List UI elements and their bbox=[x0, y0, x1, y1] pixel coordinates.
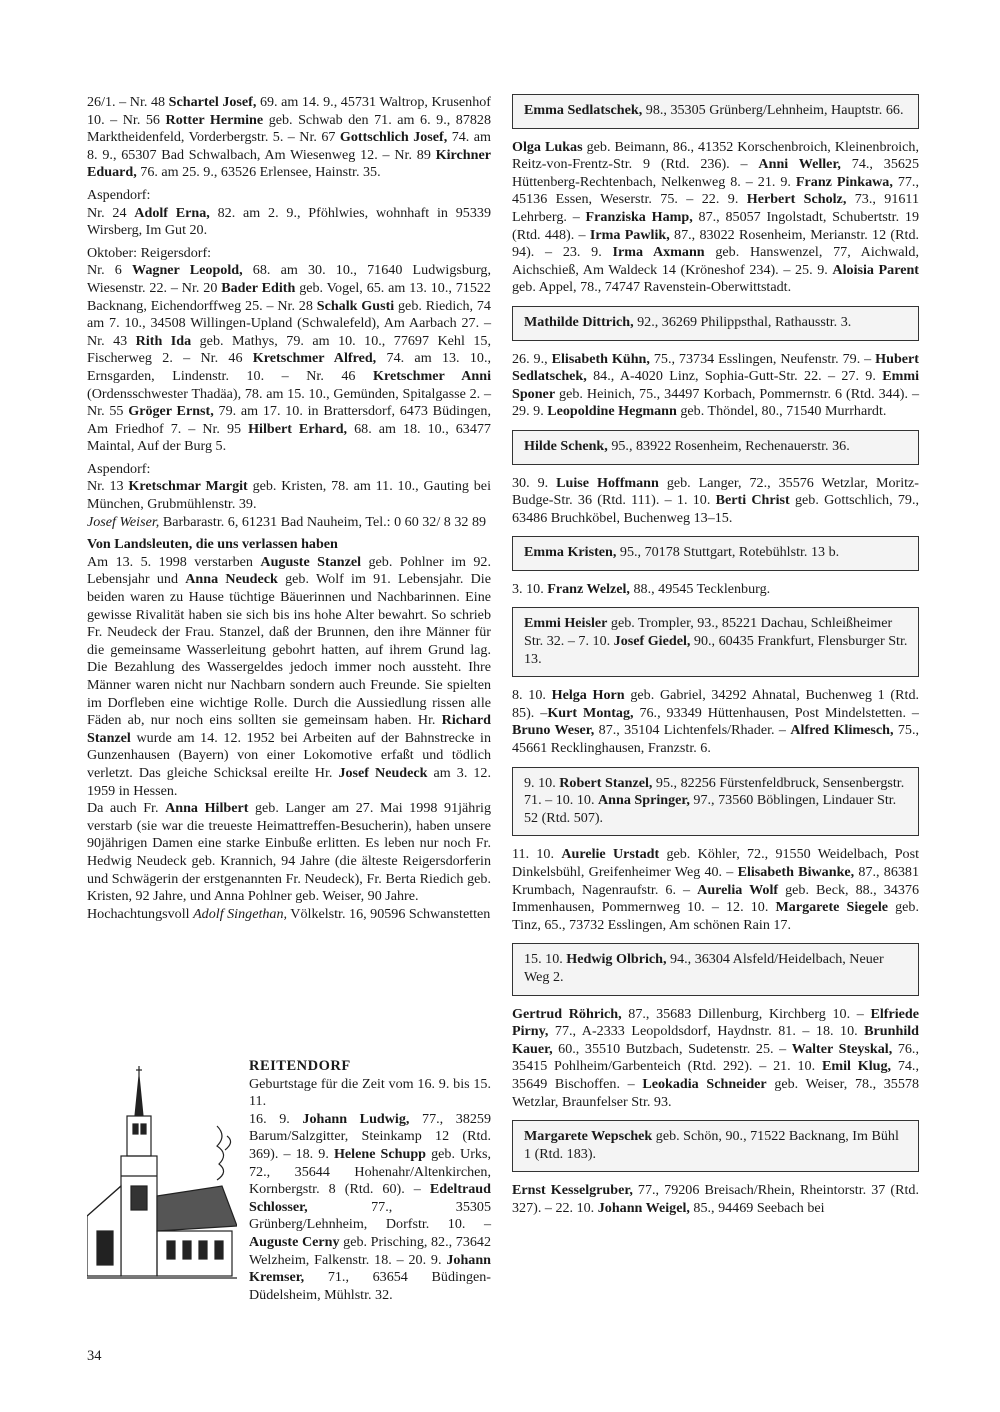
text-run: Nr. 6 bbox=[87, 262, 133, 279]
highlight-box bbox=[512, 767, 919, 837]
bold-name: Anni Weller, bbox=[758, 156, 841, 173]
text-run: 92., 36269 Philippsthal, Rathausstr. 3. bbox=[633, 313, 852, 330]
box-text bbox=[524, 775, 908, 828]
text-run: 84., A-4020 Linz, Sophia-Gutt-Str. 22. – 27. 9. bbox=[586, 368, 883, 385]
text-run: Geburtstage für die Zeit vom 16. 9. bis 15. 11. bbox=[249, 1075, 491, 1110]
bold-name: Franz Pinkawa, bbox=[795, 173, 893, 190]
text-run: (Ordensschwester Thadäa), 78. am 15. 10., Gemünden, Spitalgasse 2. – Nr. 55 bbox=[87, 385, 491, 420]
entry-paragraph bbox=[512, 581, 919, 599]
aspendorf-september bbox=[87, 187, 491, 240]
text-run: 95., 83922 Rosenheim, Rechenauerstr. 36. bbox=[607, 437, 850, 454]
bold-name: Johann Ludwig, bbox=[302, 1110, 410, 1127]
text-run: 26/1. – Nr. 48 bbox=[87, 94, 169, 110]
reitendorf-section bbox=[87, 1058, 491, 1308]
bold-name: Leokadia Schneider bbox=[642, 1075, 767, 1092]
bold-name: Gröger Ernst, bbox=[128, 403, 214, 420]
box-text bbox=[524, 615, 908, 668]
box-text bbox=[524, 438, 908, 456]
box-text bbox=[524, 544, 908, 562]
bold-name: Josef Giedel, bbox=[613, 633, 691, 650]
highlight-box bbox=[512, 94, 919, 129]
entry-paragraph bbox=[87, 94, 491, 182]
text-run: Oktober: Reigersdorf: bbox=[87, 244, 212, 261]
bold-name: Emmi Heisler bbox=[524, 615, 608, 632]
text-run: Am 13. 5. 1998 verstarben bbox=[87, 553, 261, 570]
bold-name: Schartel Josef, bbox=[168, 94, 257, 110]
text-run: 77., 45136 Essen, Weserstr. 75. – 22. 9. bbox=[512, 173, 919, 208]
bold-name: Aurelie Urstadt bbox=[561, 846, 660, 863]
text-run: geb. Thöndel, 80., 71540 Murrhardt. bbox=[676, 403, 887, 420]
text-run: geb. Kristen, 78. am 11. 10., Gauting bei München, Grubmühlenstr. 39. bbox=[87, 478, 491, 513]
bold-name: Auguste Stanzel bbox=[260, 553, 362, 570]
bold-name: Emma Kristen, bbox=[524, 544, 617, 561]
bold-name: Hubert Sedlatschek, bbox=[512, 350, 919, 385]
text-run: 95., 82256 Fürstenfeldbruck, Sensenbergstr. 71. – 10. 10. bbox=[524, 774, 905, 809]
entry-paragraph bbox=[512, 687, 919, 757]
bold-name: Anna Springer, bbox=[598, 792, 690, 809]
text-run: 74., 35625 Hüttenberg-Rechtenbach, Nelkenweg 8. – 21. 9. bbox=[512, 156, 920, 190]
text-run: Da auch Fr. bbox=[87, 800, 166, 817]
bold-name: Mathilde Dittrich, bbox=[524, 313, 634, 330]
bold-name: Emil Klug, bbox=[821, 1058, 892, 1075]
highlight-box bbox=[512, 430, 919, 465]
text-run: 77., 79206 Breisach/Rhein, Rheintorstr. 37 (Rtd. 327). – 22. 10. bbox=[512, 1182, 919, 1216]
text-run: geb. Wolf im 91. Lebensjahr. Die beiden waren zu Hause tüchtige Bäuerinnen und Nachbarinnen. Eine gewisse Rivalität haben sie sich bis ins hohe Alter bewahrt. So schrieb Fr. Neudeck der Frau. Stanzel, daß der Brunnen, den ihre Männer für die gemeinsame Wasserleitung gebohrt hatten, auf ihrem Grund lag. Die Bezahlung des Wassergeldes jedoch immer noch aussteht. Ihre Männer waren nicht nur Nachbarn sondern auch Freunde. Sie spielten im Dorfleben eine wichtige Rolle. Durch die Aussiedlung rissen alle Fäden ab, nur noch eins sollten sie gemeinsam haben. Hr. bbox=[87, 571, 491, 729]
right-column bbox=[512, 94, 919, 1227]
text-run: Nr. 13 bbox=[87, 478, 129, 495]
text-run: 95., 70178 Stuttgart, Rotebühlstr. 13 b. bbox=[616, 544, 840, 561]
text-run: 74. am 8. 9., 65307 Bad Schwalbach, Am Wiesenweg 12. – Nr. 89 bbox=[87, 129, 491, 163]
box-text bbox=[524, 314, 908, 332]
bold-name: Edeltraud Schlosser, bbox=[249, 1181, 491, 1215]
bold-name: Robert Stanzel, bbox=[559, 774, 653, 791]
text-run: 87., 85057 Ingolstadt, Schubertstr. 19 (Rtd. 448). – bbox=[512, 208, 919, 243]
text-run: 77., A-2333 Leopoldsdorf, Haydnstr. 81. – 18. 10. bbox=[548, 1023, 865, 1040]
bold-name: Emma Sedlatschek, bbox=[524, 102, 643, 118]
text-run: am 3. 12. 1959 in Hessen. bbox=[87, 764, 491, 799]
text-run: 15. 10. bbox=[524, 951, 567, 968]
bold-name: Aloisia Parent bbox=[832, 261, 919, 278]
text-run: 74. am 13. 10., Ernsgarden, Lindenstr. 10. – Nr. 46 bbox=[87, 350, 492, 384]
bold-name: Aurelia Wolf bbox=[697, 881, 779, 898]
text-run: Nr. 24 bbox=[87, 204, 135, 221]
text-run: geb. Pohlner im 92. Lebensjahr und bbox=[87, 553, 491, 588]
text-run: 16. 9. bbox=[249, 1110, 303, 1127]
highlight-box bbox=[512, 1120, 919, 1172]
bold-name: Alfred Klimesch, bbox=[790, 722, 894, 739]
bold-name: Hedwig Olbrich, bbox=[566, 951, 667, 968]
bold-name: Bruno Weser, bbox=[512, 722, 595, 739]
bold-name: Kretschmar Margit bbox=[128, 478, 248, 495]
bold-name: Bader Edith bbox=[221, 279, 296, 296]
italic-name: Adolf Singethan, bbox=[193, 905, 288, 922]
text-run: wurde am 14. 12. 1952 bei Arbeiten auf der Bahnstrecke in Gunzenhausen (Bayern) von einer Lokomotive erfaßt und tödlich verletzt. Das gleiche Schicksal ereilte Hr. bbox=[87, 729, 491, 781]
text-run: geb. Langer am 27. Mai 1998 91jährig verstarb (sie war die treueste Heimattreffen-Besucherin), haben unsere 90jährigen Damen eine starke Einbuße erlitten. Es leben nur noch Fr. Hedwig Neudeck geb. Krannich, 94 Jahre (die älteste Reigersdorferin und Schwägerin der erstgenannten Fr. Neudeck), Fr. Berta Riedich geb. Kristen, 92 Jahre, und Anna Pohlner geb. Weiser, 90 Jahre. bbox=[87, 800, 491, 905]
text-run: Hochachtungsvoll bbox=[87, 905, 194, 922]
text-run: 26. 9., bbox=[512, 350, 552, 367]
text-run: Aspendorf: bbox=[87, 460, 151, 477]
highlight-box bbox=[512, 536, 919, 571]
bold-name: Schalk Gusti bbox=[316, 297, 395, 314]
text-run: geb. Köhler, 72., 91550 Weidelbach, Post Dinkelsbühl, Greifenheimer Weg 40. – bbox=[512, 846, 919, 880]
bold-name: Anna Neudeck bbox=[185, 571, 278, 588]
text-run: 73., 91611 Lehrberg. – bbox=[512, 191, 919, 225]
obituary-paragraph bbox=[87, 554, 491, 800]
text-run: 98., 35305 Grünberg/Lehnheim, Hauptstr. 66. bbox=[642, 102, 904, 118]
text-run: geb. Appel, 78., 74747 Ravenstein-Oberwittstadt. bbox=[512, 279, 792, 296]
church-illustration bbox=[87, 1066, 237, 1296]
text-run: geb. Beck, 88., 34376 Immenhausen, Pommernweg 10. – 12. 10. bbox=[512, 881, 919, 916]
bold-name: Helene Schupp bbox=[333, 1145, 426, 1162]
text-run: 94., 36304 Alsfeld/Heidelbach, Neuer Weg 2. bbox=[524, 951, 884, 985]
bold-name: Elisabeth Biwanke, bbox=[737, 864, 855, 880]
text-run: geb. Vogel, 65. am 13. 10., 71522 Backnang, Eichendorffweg 25. – Nr. 28 bbox=[87, 279, 491, 314]
text-run: Barbarastr. 6, 61231 Bad Nauheim, Tel.: 0 60 32/ 8 32 89 bbox=[159, 513, 487, 530]
bold-name: Elfriede Pirny, bbox=[512, 1005, 919, 1040]
bold-name: Hilde Schenk, bbox=[524, 437, 608, 454]
page-number: 34 bbox=[87, 1348, 102, 1364]
text-run: Völkelstr. 16, 90596 Schwanstetten bbox=[287, 905, 491, 922]
text-run: geb. Schön, 90., 71522 Backnang, Im Bühl 1 (Rtd. 183). bbox=[524, 1128, 899, 1162]
bold-name: Franz Welzel, bbox=[547, 580, 630, 597]
highlight-box bbox=[512, 306, 919, 341]
text-run: 87., 35104 Lichtenfels/Rhader. – bbox=[594, 722, 791, 739]
text-run: geb. Gottschlich, 79., 63486 Bruchköbel, Buchenweg 13–15. bbox=[512, 492, 919, 526]
bold-name: Richard Stanzel bbox=[87, 712, 491, 746]
bold-name: Wagner Leopold, bbox=[132, 262, 243, 279]
bold-name: Margarete Wepschek bbox=[524, 1128, 653, 1145]
text-run: 88., 49545 Tecklenburg. bbox=[629, 580, 771, 597]
bold-name: Ernst Kesselgruber, bbox=[512, 1182, 633, 1199]
aspendorf-october bbox=[87, 461, 491, 531]
text-run: geb. Tinz, 65., 73732 Esslingen, Am schönen Rain 17. bbox=[512, 899, 919, 933]
bold-name: Kurt Montag, bbox=[547, 704, 634, 721]
bold-name: Brunhild Kauer, bbox=[512, 1023, 919, 1057]
bold-name: Luise Hoffmann bbox=[556, 474, 659, 491]
bold-name: Hilbert Erhard, bbox=[248, 420, 348, 437]
box-text bbox=[524, 951, 908, 986]
text-run: 97., 73560 Böblingen, Lindauer Str. 52 (Rtd. 507). bbox=[524, 792, 897, 826]
bold-name: Adolf Erna, bbox=[134, 204, 210, 221]
obituary-paragraph-2 bbox=[87, 800, 491, 923]
reigersdorf-october bbox=[87, 245, 491, 456]
text-run: geb. Urks, 72., 35644 Hohenahr/Altenkirchen, Kornbergstr. 8 (Rtd. 60). – bbox=[249, 1145, 491, 1198]
text-run: Aspendorf: bbox=[87, 186, 151, 203]
text-run: geb. Trompler, 93., 85221 Dachau, Schleißheimer Str. 32. – 7. 10. bbox=[524, 615, 893, 650]
text-run: 8. 10. bbox=[512, 687, 552, 704]
text-run: 77., 38259 Barum/Salzgitter, Steinkamp 12 (Rtd. 369). – 18. 9. bbox=[249, 1110, 492, 1162]
box-text bbox=[524, 1128, 908, 1163]
bold-name: Franziska Hamp, bbox=[585, 208, 693, 225]
bold-name: Johann Kremser, bbox=[249, 1251, 491, 1286]
bold-name: Kretschmer Anni bbox=[372, 367, 491, 384]
text-run: geb. Langer, 72., 35576 Wetzlar, Moritz-Budge-Str. 36 (Rtd. 111). – 1. 10. bbox=[512, 474, 920, 509]
bold-name: Irma Axmann bbox=[612, 244, 705, 261]
highlight-box bbox=[512, 607, 919, 677]
text-run: 87., 86381 Krumbach, Nagenraufstr. 6. – bbox=[512, 864, 919, 898]
text-run: 69. am 14. 9., 45731 Waltrop, Krusenhof 10. – Nr. 56 bbox=[87, 94, 491, 128]
text-run: geb. Heinich, 75., 34497 Korbach, Pommernstr. 6 (Rtd. 344). – 29. 9. bbox=[512, 385, 919, 420]
bold-name: Rith Ida bbox=[135, 332, 192, 349]
reitendorf-text bbox=[249, 1058, 491, 1304]
text-run: geb. Weiser, 78., 35578 Wetzlar, Braunfelser Str. 93. bbox=[512, 1075, 919, 1110]
bold-name: Leopoldine Hegmann bbox=[547, 403, 677, 420]
bold-name: Gottschlich Josef, bbox=[339, 129, 448, 146]
entry-paragraph bbox=[512, 1006, 919, 1112]
entry-paragraph bbox=[512, 846, 919, 934]
bold-name: Herbert Scholz, bbox=[746, 191, 847, 208]
bold-name: Auguste Cerny bbox=[249, 1233, 340, 1250]
reitendorf-birthdays bbox=[249, 1076, 491, 1305]
text-run: geb. Mathys, 79. am 10. 10., 77697 Kehl 15, Fischerweg 2. – Nr. 46 bbox=[87, 332, 491, 367]
bold-name: Kirchner Eduard, bbox=[87, 146, 491, 181]
bold-name: Emmi Sponer bbox=[512, 368, 919, 402]
text-run: geb. Schwab den 71. am 6. 9., 87828 Marktheidenfeld, Vorderbergstr. 5. – Nr. 67 bbox=[87, 111, 492, 146]
entry-paragraph bbox=[512, 351, 919, 421]
bold-name: Helga Horn bbox=[551, 687, 625, 704]
italic-name: Josef Weiser, bbox=[87, 513, 160, 530]
text-run: 82. am 2. 9., Pföhlwies, wohnhaft in 95339 Wirsberg, Im Gut 20. bbox=[87, 204, 491, 239]
text-run: 76. am 25. 9., 63526 Erlensee, Hainstr. 35. bbox=[136, 164, 381, 181]
text-run: geb. Riedich, 74 am 7. 10., 34508 Willingen-Upland (Schwalefeld), Am Aarbach 27. – Nr. 43 bbox=[87, 297, 491, 349]
bold-name: Walter Steyskal, bbox=[791, 1040, 893, 1057]
bold-name: Kretschmer Alfred, bbox=[252, 350, 377, 367]
text-run: 60., 35510 Butzbach, Sudetenstr. 25. – bbox=[552, 1040, 792, 1057]
text-run: 74., 35649 Bischoffen. – bbox=[512, 1058, 919, 1092]
obituary-heading: Von Landsleuten, die uns verlassen haben bbox=[87, 536, 338, 553]
entry-paragraph bbox=[512, 1182, 919, 1217]
highlight-box bbox=[512, 943, 919, 995]
text-run: 71., 63654 Büdingen-Düdelsheim, Mühlstr. 32. bbox=[249, 1269, 491, 1303]
text-run: geb. Gabriel, 34292 Ahnatal, Buchenweg 1 (Rtd. 85). – bbox=[512, 687, 920, 721]
bold-name: Gertrud Röhrich, bbox=[512, 1005, 622, 1022]
bold-name: Olga Lukas bbox=[512, 138, 583, 155]
text-run: 87., 83022 Rosenheim, Merianstr. 12 (Rtd. 94). – 23. 9. bbox=[512, 226, 920, 261]
box-text bbox=[524, 102, 908, 120]
text-run: 68. am 30. 10., 71640 Ludwigsburg, Wiesenstr. 22. – Nr. 20 bbox=[87, 262, 491, 296]
bold-name: Berti Christ bbox=[715, 492, 790, 509]
text-run: geb. Hanswenzel, 77, Aichwald, Aichschieß, Am Waldeck 14 (Kröneshof 234). – 25. 9. bbox=[512, 244, 919, 278]
text-run: 90., 60435 Frankfurt, Flensburger Str. 13. bbox=[524, 633, 908, 667]
text-run: 30. 9. bbox=[512, 474, 557, 491]
text-run: 75., 45661 Recklinghausen, Franzstr. 6. bbox=[512, 722, 920, 757]
text-run: 76., 35415 Pohlheim/Garbenteich (Rtd. 292). – 21. 10. bbox=[512, 1040, 919, 1075]
text-run: 11. 10. bbox=[512, 846, 562, 863]
text-run: geb. Prisching, 82., 73642 Welzheim, Falkenstr. 18. – 20. 9. bbox=[249, 1233, 492, 1268]
bold-name: Elisabeth Kühn, bbox=[551, 350, 650, 367]
text-run: 85., 94469 Seebach bei bbox=[689, 1199, 825, 1216]
entry-paragraph bbox=[512, 475, 919, 528]
reitendorf-title: REITENDORF bbox=[249, 1058, 351, 1074]
bold-name: Rotter Hermine bbox=[165, 111, 264, 128]
left-column bbox=[87, 94, 491, 923]
text-run: 76., 93349 Hüttenhausen, Post Mindelstetten. – bbox=[633, 704, 919, 721]
text-run: 9. 10. bbox=[524, 774, 560, 791]
bold-name: Anna Hilbert bbox=[165, 800, 249, 817]
text-run: 87., 35683 Dillenburg, Kirchberg 10. – bbox=[621, 1005, 871, 1022]
text-run: 68. am 18. 10., 63477 Maintal, Auf der Burg 5. bbox=[87, 420, 491, 455]
bold-name: Margarete Siegele bbox=[775, 899, 888, 916]
bold-name: Johann Weigel, bbox=[597, 1199, 690, 1216]
entry-paragraph bbox=[512, 139, 919, 297]
bold-name: Irma Pawlik, bbox=[589, 226, 670, 243]
text-run: 75., 73734 Esslingen, Neufenstr. 79. – bbox=[649, 350, 876, 367]
text-run: 79. am 17. 10. in Brattersdorf, 6473 Büdingen, Am Friedhof 7. – Nr. 95 bbox=[87, 403, 491, 437]
text-run: 77., 35305 Grünberg/Lehnheim, Dorfstr. 10. – bbox=[249, 1198, 491, 1233]
text-run: geb. Beimann, 86., 41352 Korschenbroich, Kleinenbroich, Reitz-von-Frentz-Str. 9 (Rtd. 236). – bbox=[512, 138, 919, 173]
text-run: 3. 10. bbox=[512, 580, 548, 597]
bold-name: Josef Neudeck bbox=[338, 764, 428, 781]
